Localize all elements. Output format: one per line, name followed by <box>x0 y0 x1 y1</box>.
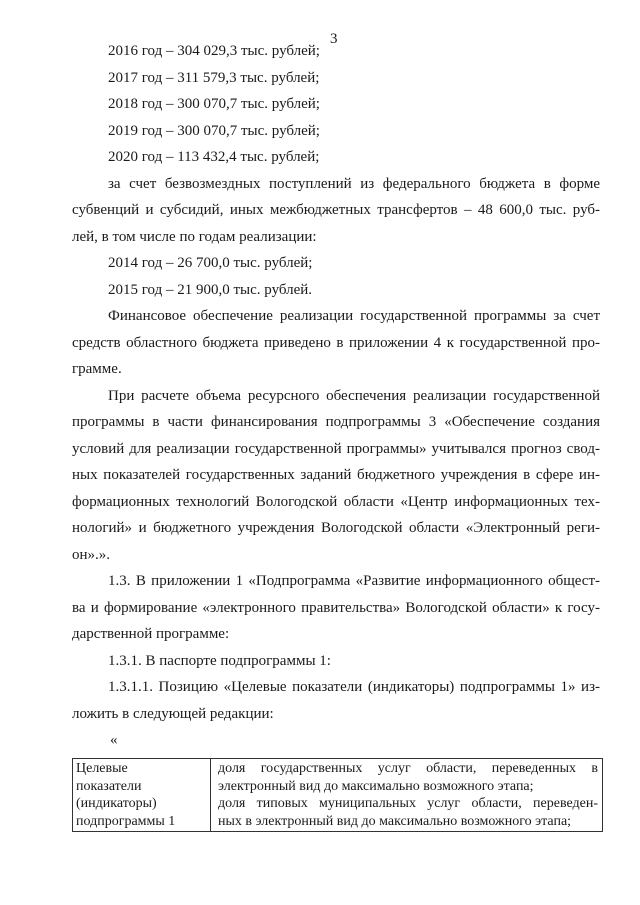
federal-paragraph-line: субвенций и субсидий, иных межбюджетных трансфертов – 48 600,0 тыс. руб- <box>72 202 600 218</box>
calculation-paragraph-line: ных показателей государственных заданий бюджетного учреждения в сфере ин- <box>72 467 600 483</box>
funding-year-line: 2020 год – 113 432,4 тыс. рублей; <box>108 149 320 165</box>
calculation-paragraph-line: он».». <box>72 546 111 563</box>
calculation-paragraph-line: При расчете объема ресурсного обеспечения реализации государственной <box>108 387 600 404</box>
federal-year-line: 2014 год – 26 700,0 тыс. рублей; <box>108 255 313 271</box>
opening-quote-mark: « <box>110 732 118 748</box>
financing-paragraph-line: грамме. <box>72 361 122 377</box>
funding-year-line: 2019 год – 300 070,7 тыс. рублей; <box>108 122 320 139</box>
target-indicators-table <box>72 758 603 832</box>
indicator-label-cell <box>73 759 211 832</box>
section-1-3-1-1-line: ложить в следующей редакции: <box>72 705 274 722</box>
section-1-3-1-1-line: 1.3.1.1. Позицию «Целевые показатели (индикаторы) подпрограммы 1» из- <box>108 679 600 695</box>
indicator-value-cell <box>211 759 603 832</box>
section-1-3-line: дарственной программе: <box>72 626 230 642</box>
label-line: (индикаторы) <box>76 796 157 811</box>
financing-paragraph-line: средств областного бюджета приведено в приложении 4 к государственной про- <box>72 334 600 351</box>
federal-paragraph-line: за счет безвозмездных поступлений из федерального бюджета в форме <box>108 175 600 192</box>
value-line: доля типовых муниципальных услуг области, переведен- <box>218 796 598 811</box>
federal-year-line: 2015 год – 21 900,0 тыс. рублей. <box>108 281 313 298</box>
document-body <box>72 38 600 753</box>
calculation-paragraph-line: программы в части финансирования подпрограммы 3 «Обеспечение создания <box>72 414 600 430</box>
value-line: ных в электронный вид до максимально возможного этапа; <box>218 813 572 829</box>
funding-year-line: 2018 год – 300 070,7 тыс. рублей; <box>108 96 320 112</box>
calculation-paragraph-line: нологий» и бюджетного учреждения Вологодской области «Электронный реги- <box>72 520 600 536</box>
page-number: 3 <box>330 31 338 47</box>
label-line: Целевые <box>76 761 128 776</box>
value-line: электронный вид до максимально возможного этапа; <box>218 778 534 794</box>
funding-year-line: 2017 год – 311 579,3 тыс. рублей; <box>108 69 320 86</box>
funding-year-line: 2016 год – 304 029,3 тыс. рублей; <box>108 43 320 59</box>
value-line: доля государственных услуг области, переведенных в <box>218 761 598 776</box>
section-1-3-line: ва и формирование «электронного правительства» Вологодской области» к госу- <box>72 599 600 616</box>
federal-paragraph-line: лей, в том числе по годам реализации: <box>72 228 317 245</box>
label-line: показатели <box>76 778 142 794</box>
section-1-3-line: 1.3. В приложении 1 «Подпрограмма «Развитие информационного общест- <box>108 573 600 589</box>
section-1-3-1-line: 1.3.1. В паспорте подпрограммы 1: <box>108 652 331 669</box>
calculation-paragraph-line: условий для реализации государственной программы» учитывался прогноз свод- <box>72 440 600 457</box>
label-line: подпрограммы 1 <box>76 813 176 829</box>
financing-paragraph-line: Финансовое обеспечение реализации государственной программы за счет <box>108 308 600 324</box>
calculation-paragraph-line: формационных технологий Вологодской области «Центр информационных тех- <box>72 493 600 510</box>
table-row <box>73 759 603 832</box>
